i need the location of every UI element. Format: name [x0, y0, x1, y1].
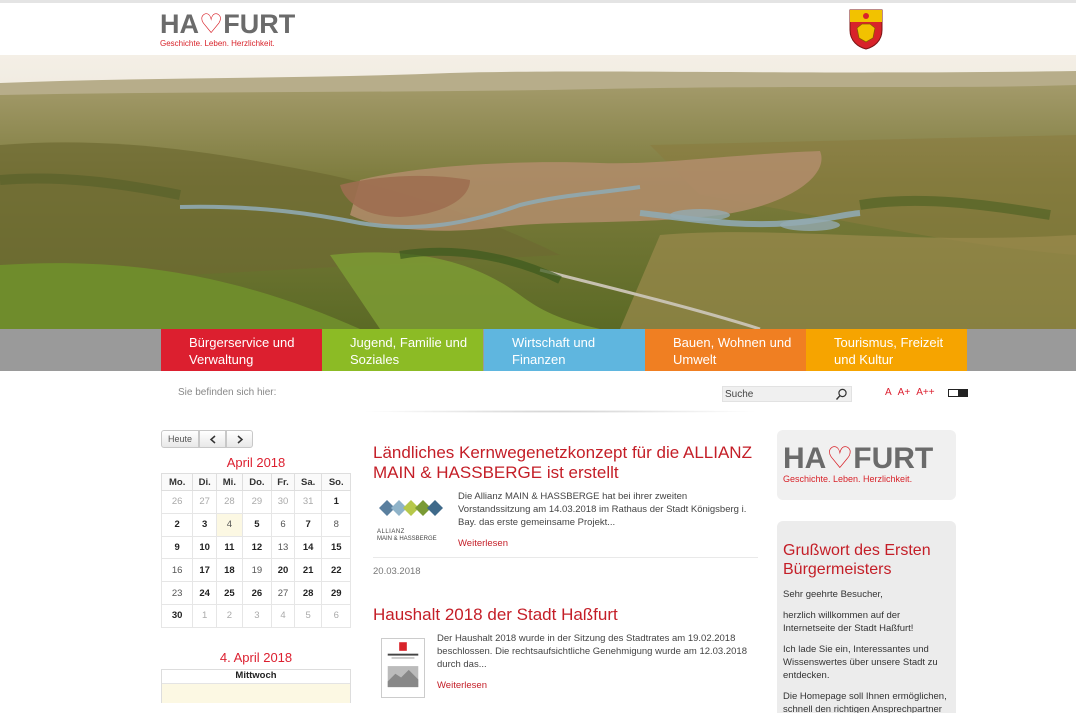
- calendar-weekday-row: [162, 474, 351, 491]
- logo-tagline: Geschichte. Leben. Herzlichkeit.: [160, 39, 275, 48]
- welcome-paragraph: Die Homepage soll Ihnen ermöglichen, schnell den richtigen Ansprechpartner: [783, 691, 947, 713]
- news-teaser: Der Haushalt 2018 wurde in der Sitzung des Stadtrates am 19.02.2018 beschlossen. Die rechtsaufsichtliche Genehmigung wurde am 12.03.2018 durch das...: [437, 633, 747, 670]
- calendar-day[interactable]: 25: [217, 582, 243, 605]
- calendar-week-row: [162, 491, 351, 514]
- calendar-day[interactable]: 6: [272, 513, 295, 536]
- news-text-block: [437, 632, 758, 692]
- calendar-day[interactable]: 13: [272, 536, 295, 559]
- font-size-small-button[interactable]: A: [885, 387, 892, 398]
- calendar-day[interactable]: 10: [193, 536, 217, 559]
- calendar-day[interactable]: 3: [193, 513, 217, 536]
- sidebar-logo-box[interactable]: [777, 430, 956, 500]
- calendar-day[interactable]: 2: [162, 513, 193, 536]
- welcome-paragraph: Sehr geehrte Besucher,: [783, 589, 883, 600]
- news-title[interactable]: Ländliches Kernwegenetzkonzept für die ALLIANZ MAIN & HASSBERGE ist erstellt: [373, 443, 752, 482]
- calendar-day[interactable]: 26: [242, 582, 271, 605]
- site-header: [0, 3, 1076, 55]
- nav-item-wirtschaft[interactable]: Wirtschaft und Finanzen: [484, 329, 645, 371]
- sidebar-logo: [783, 444, 933, 484]
- coat-of-arms-icon: [848, 8, 884, 50]
- calendar-day[interactable]: 2: [217, 604, 243, 627]
- calendar-today-button[interactable]: Heute: [161, 430, 199, 448]
- search-input[interactable]: [725, 388, 833, 401]
- calendar-day[interactable]: 6: [322, 604, 351, 627]
- mayor-welcome-box: [777, 521, 956, 713]
- search-icon[interactable]: [835, 388, 848, 401]
- calendar-day[interactable]: 20: [272, 559, 295, 582]
- calendar-day[interactable]: 22: [322, 559, 351, 582]
- calendar-day[interactable]: 23: [162, 582, 193, 605]
- calendar-day[interactable]: 19: [242, 559, 271, 582]
- calendar-day[interactable]: 28: [217, 491, 243, 514]
- weekday-header: So.: [322, 474, 351, 491]
- calendar-week-row: [162, 559, 351, 582]
- nav-item-tourismus[interactable]: Tourismus, Freizeit und Kultur: [806, 329, 967, 371]
- calendar-day[interactable]: 24: [193, 582, 217, 605]
- sidebar-logo-tagline: Geschichte. Leben. Herzlichkeit.: [783, 474, 913, 484]
- weekday-header: Mi.: [217, 474, 243, 491]
- calendar-day[interactable]: 11: [217, 536, 243, 559]
- calendar-day[interactable]: 4: [272, 604, 295, 627]
- calendar-day[interactable]: 17: [193, 559, 217, 582]
- logo-text-right: FURT: [223, 9, 296, 39]
- weekday-header: Mo.: [162, 474, 193, 491]
- calendar-week-row: [162, 604, 351, 627]
- sidebar-logo-text-right: FURT: [853, 442, 934, 475]
- news-title[interactable]: Haushalt 2018 der Stadt Haßfurt: [373, 605, 618, 624]
- calendar-navigation: [161, 430, 253, 448]
- day-events-area: [162, 684, 350, 703]
- news-teaser: Die Allianz MAIN & HASSBERGE hat bei ihrer zweiten Vorstandssitzung am 14.03.2018 im Rathaus der Stadt Königsberg i. Bay. das erste gemeinsame Projekt...: [458, 491, 747, 528]
- heart-icon: ♡: [199, 9, 224, 39]
- welcome-paragraph: Ich lade Sie ein, Interessantes und Wissenswertes über unsere Stadt zu entdecken.: [783, 644, 938, 681]
- calendar-day[interactable]: 30: [162, 604, 193, 627]
- nav-item-jugend-familie[interactable]: Jugend, Familie und Soziales: [322, 329, 483, 371]
- sidebar-logo-text-left: HA: [783, 442, 827, 475]
- calendar-day[interactable]: 1: [193, 604, 217, 627]
- calendar-day-today[interactable]: 4: [217, 513, 243, 536]
- weekday-header: Di.: [193, 474, 217, 491]
- nav-item-buergerservice[interactable]: Bürgerservice und Verwaltung: [161, 329, 322, 371]
- calendar-day[interactable]: 16: [162, 559, 193, 582]
- calendar-day[interactable]: 7: [294, 513, 322, 536]
- selected-day-title: 4. April 2018: [219, 650, 293, 665]
- thumb-caption-2: MAIN & HASSBERGE: [377, 536, 437, 542]
- calendar-day[interactable]: 27: [193, 491, 217, 514]
- calendar-month-title: April 2018: [226, 455, 286, 470]
- calendar-day[interactable]: 29: [242, 491, 271, 514]
- news-separator: [373, 557, 758, 558]
- contrast-toggle-icon[interactable]: [948, 389, 968, 397]
- calendar-day[interactable]: 14: [294, 536, 322, 559]
- toolbar: [0, 372, 1076, 412]
- welcome-title: Grußwort des Ersten Bürgermeisters: [783, 542, 931, 578]
- calendar-week-row: [162, 536, 351, 559]
- news-body: [373, 490, 758, 560]
- nav-item-bauen-wohnen[interactable]: Bauen, Wohnen und Umwelt: [645, 329, 806, 371]
- calendar-week-row: [162, 582, 351, 605]
- chevron-left-icon: [209, 435, 217, 444]
- calendar-prev-button[interactable]: [199, 430, 226, 448]
- logo-text-left: HA: [160, 9, 199, 39]
- font-size-controls: [885, 387, 941, 398]
- news-text-block: [458, 490, 758, 550]
- allianz-logo-icon: [373, 494, 449, 524]
- news-body: [373, 632, 758, 702]
- sidebar-logo-wordmark: [783, 444, 933, 474]
- calendar-day[interactable]: 5: [294, 604, 322, 627]
- logo-wordmark: [160, 11, 300, 38]
- calendar-day[interactable]: 27: [272, 582, 295, 605]
- calendar-day[interactable]: 9: [162, 536, 193, 559]
- welcome-paragraph: herzlich willkommen auf der Internetseite der Stadt Haßfurt!: [783, 610, 914, 634]
- calendar-day[interactable]: 31: [294, 491, 322, 514]
- day-events-box: [161, 669, 351, 703]
- calendar-day[interactable]: 5: [242, 513, 271, 536]
- search-box: [722, 386, 852, 402]
- calendar-day[interactable]: 1: [322, 491, 351, 514]
- weekday-header: Do.: [242, 474, 271, 491]
- day-weekday-label: Mittwoch: [162, 670, 350, 684]
- news-thumbnail-budget-document[interactable]: [381, 638, 425, 698]
- calendar-day[interactable]: 3: [242, 604, 271, 627]
- news-item: [373, 443, 758, 560]
- news-thumbnail-allianz[interactable]: [373, 494, 449, 544]
- calendar-next-button[interactable]: [226, 430, 253, 448]
- heart-icon: ♡: [826, 442, 854, 475]
- calendar-day[interactable]: 21: [294, 559, 322, 582]
- site-logo[interactable]: [160, 11, 300, 51]
- calendar-day[interactable]: 12: [242, 536, 271, 559]
- news-item: [373, 605, 758, 702]
- thumb-caption-1: ALLIANZ: [377, 529, 405, 535]
- calendar-day[interactable]: 18: [217, 559, 243, 582]
- calendar-day[interactable]: 29: [322, 582, 351, 605]
- calendar-day[interactable]: 26: [162, 491, 193, 514]
- calendar-day[interactable]: 28: [294, 582, 322, 605]
- calendar-week-row: [162, 513, 351, 536]
- calendar-day[interactable]: 30: [272, 491, 295, 514]
- breadcrumb-label: Sie befinden sich hier:: [178, 387, 277, 398]
- calendar-grid: [161, 473, 351, 628]
- read-more-link[interactable]: Weiterlesen: [437, 680, 487, 691]
- calendar-day[interactable]: 8: [322, 513, 351, 536]
- main-navigation: [0, 329, 1076, 371]
- weekday-header: Sa.: [294, 474, 322, 491]
- read-more-link[interactable]: Weiterlesen: [458, 538, 508, 549]
- chevron-right-icon: [236, 435, 244, 444]
- font-size-medium-button[interactable]: A+: [897, 387, 911, 398]
- calendar-day[interactable]: 15: [322, 536, 351, 559]
- content-divider: [360, 410, 760, 413]
- news-date: 20.03.2018: [373, 566, 421, 577]
- hero-landscape-image: [0, 55, 1076, 329]
- weekday-header: Fr.: [272, 474, 295, 491]
- font-size-large-button[interactable]: A++: [916, 387, 935, 398]
